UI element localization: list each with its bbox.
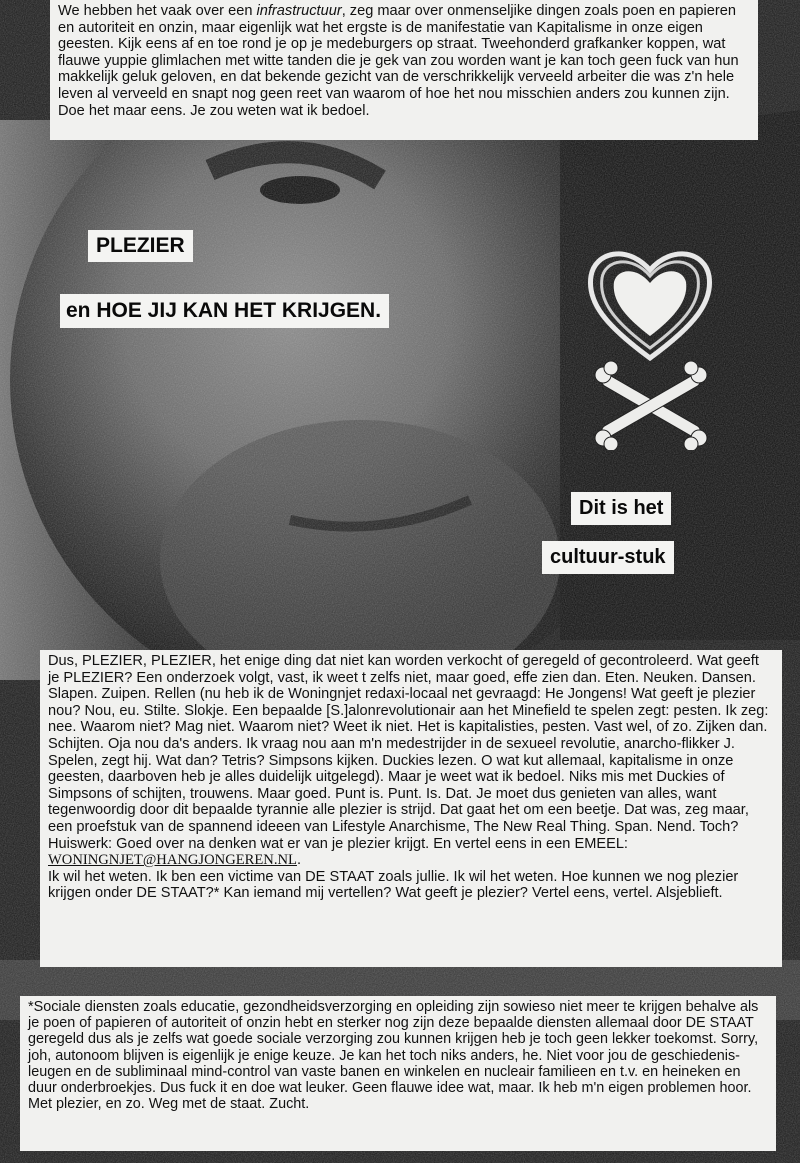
footnote-text: *Sociale diensten zoals educatie, gezondheidsverzorging en opleiding zijn sowieso niet meer te krijgen behalve als je poen of papieren of autoriteit of onzin hebt en sterker nog zijn deze bepaalde diensten allemaal door DE STAAT geregeld dus als je zelfs wat goede sociale verzorging zou kunnen krijgen heb je toch geen lekker toekomst. Sorry, joh, autonoom blijven is eigenlijk je enige keuze. Je kan het toch niks anders, he. Niet voor jou de geschiedenis-leugen en de subliminaal mind-control van vaste banen en winkelen en nucleair familieen en t.v. en heineken en duur onderbroekjes. Dus fuck it en doe wat leuker. Geen flauwe idee wat, maar. Ik heb m'n eigen problemen hoor. Met plezier, en zo. Weg met de staat. Zucht.: [28, 999, 759, 1113]
body-text-period: .: [296, 852, 301, 869]
email-link[interactable]: WONINGNJET@HANGJONGEREN.NL: [48, 852, 297, 869]
heart-icon: [590, 254, 709, 358]
headline-plezier: PLEZIER: [88, 230, 193, 262]
section-label-line1: Dit is het: [571, 492, 671, 525]
body-text-block: [40, 650, 782, 967]
intro-text-start: We hebben het vaak over een: [58, 3, 257, 19]
body-closing-paragraph: Ik wil het weten. Ik ben een victime van DE STAAT zoals jullie. Ik wil het weten. Hoe kunnen we nog plezier krijgen onder DE STAAT?* Kan iemand mij vertellen? Wat geeft je plezier? Vertel eens, vertel. Alsjeblieft.: [48, 868, 739, 902]
section-label-line2: cultuur-stuk: [542, 541, 674, 574]
intro-text-end: , zeg maar over onmenseljike dingen zoals poen en papieren en autoriteit en onzin, maar eigenlijk wat het ergste is de manifestatie van Kapitalisme in onze eigen geesten. Kijk eens af en toe rond je op je medeburgers op straat. Tweehonderd grafkanker koppen, wat flauwe yuppie glimlachen met witte tanden die je gek van zou worden want je kan toch geen fuck van hun makkelijk geluk geloven, en dat bekende gezicht van de verschrikkelijk verveeld arbeiter die was z'n hele leven al verveeld en snapt nog geen reet van waarom of hoe het nou misschien anders zou kunnen zijn. Doe het maar eens. Je zou weten wat ik bedoel.: [58, 3, 739, 119]
body-paragraph: [48, 653, 774, 869]
crossbones-icon: [595, 361, 707, 450]
intro-text-italic: infrastructuur: [256, 3, 342, 19]
footnote-block: [20, 996, 776, 1151]
body-text-start: Dus, PLEZIER, PLEZIER, het enige ding dat niet kan worden verkocht of geregeld of gecontroleerd. Wat geeft je PLEZIER? Een onderzoek volgt, vast, ik weet t zelfs niet, maar goed, effe zien dan. Eten. Neuken. Dansen. Slapen. Zuipen. Rellen (nu heb ik de Woningnjet redaxi-locaal net gevraagd: He Jongens! Wat geeft je plezier nou? Nou, eu. Stilte. Slokje. Een bepaalde [S.]alonrevolutionair aan het Minefield te spelen zegt: pesten. Ik zeg: nee. Waarom niet? Mag niet. Waarom niet? Weet ik niet. Het is kapitalisties, pesten. Vast wel, of zo. Zijken dan. Schijten. Oja nou da's anders. Ik vraag nou aan m'n medestrijder in de sexueel revolutie, anarcho-flikker J. Spelen, zegt hij. Wat dan? Tetris? Simpsons kijken. Duckies lezen. O wat kut allemaal, kapitalisme in onze geesten, daarboven heb je alles duidelijk uitgelegd). Maar je weet wat ik bedoel. Niks mis met Duckies of Simpsons of schijten, trouwens. Maar goed. Punt is. Punt. Is. Dat. Je moet dus genieten van alles, want tegenwoordig door dit bepaalde tyrannie alle plezier is strijd. Dat gaat het om een beetje. Dat was, zeg maar, een proefstuk van de spannend ideeen van Lifestyle Anarchisme, The New Real Thing. Span. Nend. Toch? Huiswerk: Goed over na denken wat er van je plezier krijgt. En vertel eens in een EMEEL:: [48, 653, 769, 852]
heart-crossbones-emblem: [585, 240, 715, 450]
intro-paragraph: [58, 3, 750, 119]
intro-text-block: [50, 0, 758, 140]
headline-subtitle: en HOE JIJ KAN HET KRIJGEN.: [60, 294, 389, 328]
